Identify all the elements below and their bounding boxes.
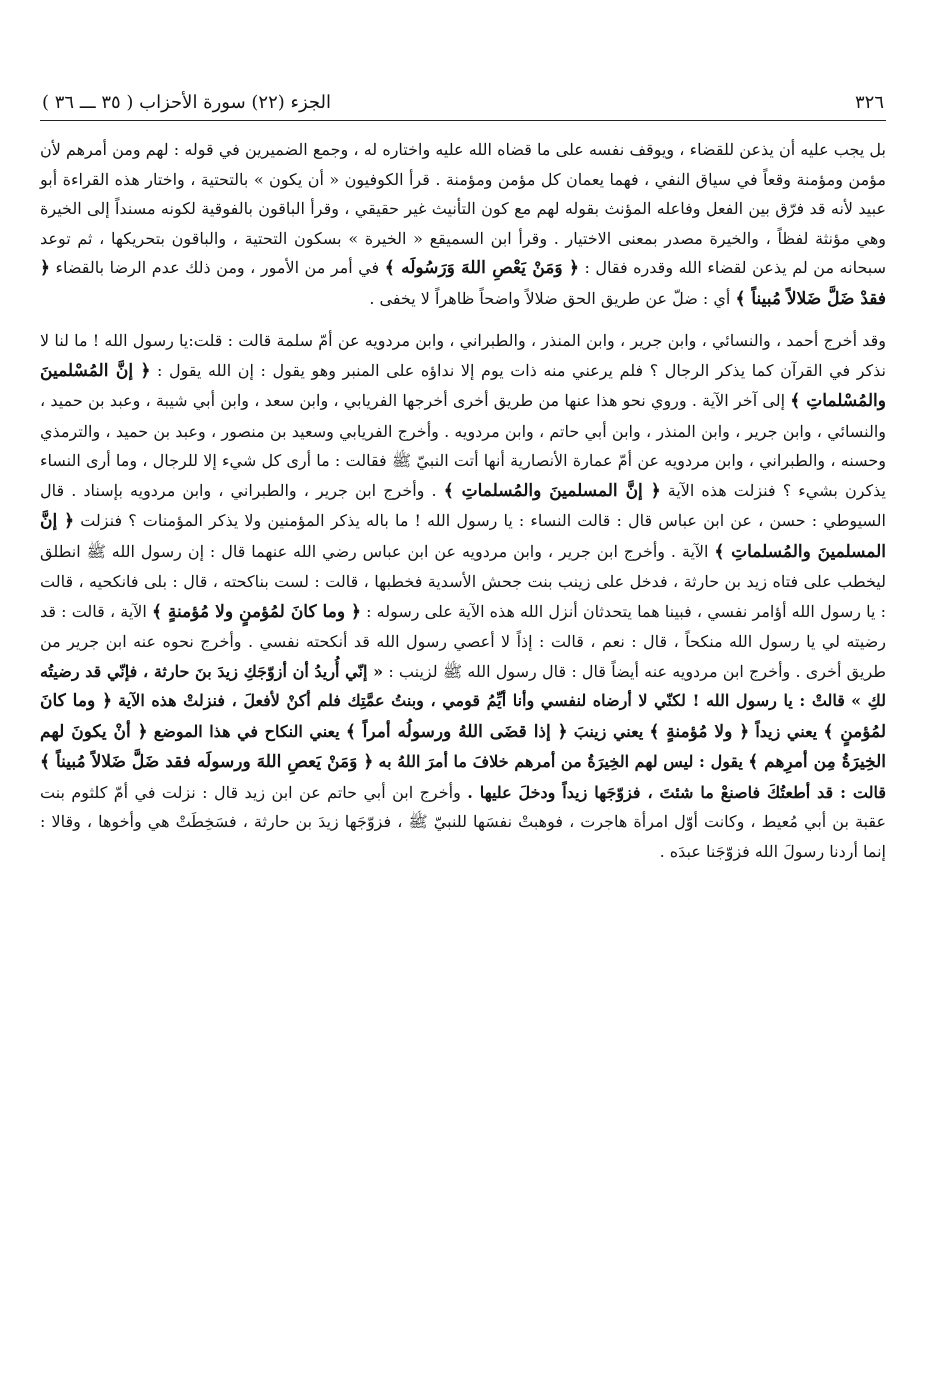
- quran-verse: ﴿ وَمَنْ يَعصِ اللهَ ورسولَه فقد ضَلَّ ضَلالاً مُبيناً ﴾: [40, 752, 374, 772]
- book-page: [40, 84, 886, 866]
- quran-verse: ﴿ ولا مُؤمنةٍ ﴾: [649, 721, 750, 742]
- hadith-quote: « إنّي أُريدُ أن أزوّجَكِ زيدَ بنَ حارثة ، فإنّي قد رضيتُه لكِ »: [40, 661, 886, 710]
- quran-verse: ﴿ إنَّ المسلمينَ والمُسلماتِ ﴾: [40, 511, 887, 562]
- quran-verse: ﴿ إنَّ المُسْلمينَ والمُسْلماتِ ﴾: [40, 360, 886, 411]
- running-title: الجزء (٢٢) سورة الأحزاب ( ٣٥ ـــ ٣٦ ): [42, 91, 332, 113]
- quran-verse: ﴿ وما كانَ لمُؤمنٍ ولا مُؤمنةٍ ﴾: [152, 601, 361, 622]
- quran-verse: ﴿ فقدْ ضَلَّ ضَلالاً مُبيناً ﴾: [40, 258, 886, 309]
- text-segment: الآية . وأخرج ابن جرير ، وابن مردويه عن ابن عباس رضي الله عنهما قال : إن رسول الله ﷺ انطلق ليخطب على فتاه زيد بن حارثة ، فدخل على زينب بنت جحش الأسدية فخطبها ، قالت : لست بناكحته ، قال : بلى فانكحيه ، قالت : يا رسول الله أؤامر نفسي ، فبينا هما يتحدثان أنزل الله هذه الآية على رسوله :: [40, 541, 886, 621]
- text-segment: الآية ، قالت : قد رضيته لي يا رسول الله منكحاً ، قال : نعم ، قالت : إذاً لا أعصي رسول الله قد أنكحته نفسي . وأخرج نحوه عنه ابن جرير من طريق أخرى . وأخرج ابن مردويه عنه أيضاً قال : قال رسول الله ﷺ لزينب :: [40, 601, 887, 681]
- hadith-text: يعني زيداً: [755, 721, 818, 741]
- quran-verse: ﴿ وَمَنْ يَعْصِ اللهَ وَرَسُولَه ﴾: [384, 258, 579, 278]
- hadith-text: يعني النكاح في هذا الموضع: [153, 721, 340, 741]
- page-body: [40, 135, 886, 866]
- hadith-text: يعني زينبَ: [573, 721, 644, 741]
- text-segment: بل يجب عليه أن يذعن للقضاء ، ويوقف نفسه على ما قضاه الله عليه واختاره له ، وجمع الضميرين في قوله : لهم ومن أمرهم لأن مؤمن ومؤمنة وقعاً في سياق النفي ، فهما يعمان كل مؤمن ومؤمنة . قرأ الكوفيون « أن يكون » بالتحتية ، واختار هذه القراءة أبو عبيد لأنه قد فرّق بين الفعل وفاعله المؤنث بقوله لهم مع كون التأنيث غير حقيقي ، وقرأ الباقون بالفوقية لكونه مسنداً إلى الخيرة وهي مؤنثة لفظاً ، والخيرة مصدر بمعنى الاختيار . وقرأ ابن السميقع « الخيرة » بسكون التحتية ، والباقون بتحريكها ، ثم توعد سبحانه من لم يذعن لقضاء الله وقدره فقال :: [40, 140, 887, 277]
- text-segment: وأخرج ابن أبي حاتم عن ابن زيد قال : نزلت في أمّ كلثوم بنت عقبة بن أبي مُعيط ، وكانت أوّل امرأة هاجرت ، فوهبتْ نفسَها للنبيّ ﷺ ، فزوّجَها زيدَ بن حارثة ، فسَخِطَتْ هي وأخوها ، وقالا : إنما أردنا رسولَ الله فزوّجَنا عبدَه .: [40, 782, 886, 861]
- hadith-text: قالتْ : يا رسول الله ! لكنّي لا أرضاه لنفسي وأنا أيِّمُ قومي ، وبنتُ عمَّتِك فلم أكنْ لأفعلَ ، فنزلتْ هذه الآية: [118, 691, 845, 710]
- page-header: [40, 84, 886, 121]
- text-segment: . وأخرج ابن جرير ، والطبراني ، وابن مردويه بإسناد . قال السيوطي : حسن ، عن ابن عباس قال : قالت النساء : يا رسول الله ! ما باله يذكر المؤمنين ولا يذكر المؤمنات ؟ فنزلت: [40, 480, 886, 530]
- quran-verse: ﴿ أنْ يكونَ لهم الخِيرَةُ مِن أمرِهم ﴾: [40, 721, 887, 772]
- paragraph-tafsir: [40, 135, 886, 314]
- text-segment: في أمر من الأمور ، ومن ذلك عدم الرضا بالقضاء: [55, 258, 380, 277]
- text-segment: وقد أخرج أحمد ، والنسائي ، وابن جرير ، وابن المنذر ، والطبراني ، وابن مردويه عن أمّ سلمة قالت : قلت:يا رسول الله ! ما لنا لا نذكر في القرآن كما يذكر الرجال ؟ فلم يرعني منه ذات يوم إلا نداؤه على المنبر وهو يقول : إن الله يقول :: [40, 331, 886, 380]
- hadith-text: قالت : قد أطعتُكَ فاصنعْ ما شئتَ ، فزوّجَها زيداً ودخلَ عليها .: [467, 782, 887, 802]
- text-segment: إلى آخر الآية . وروي نحو هذا عنها من طريق أخرى أخرجها الفريابي ، وابن سعد ، وابن أبي شيبة ، وعبد بن حميد ، والنسائي ، وابن جرير ، وابن المنذر ، وابن أبي حاتم ، وابن مردويه . وأخرج الفريابي وسعيد بن منصور ، وعبد بن حميد ، والترمذي وحسنه ، والطبراني ، وابن مردويه عن أمّ عمارة الأنصارية أنها أتت النبيّ ﷺ فقالت : ما أرى كل شيء إلا للرجال ، وما أرى النساء يذكرن بشيء ؟ فنزلت هذه الآية: [40, 391, 887, 500]
- page-number: ٣٢٦: [854, 91, 884, 113]
- text-segment: أي : ضلّ عن طريق الحق ضلالاً واضحاً ظاهراً لا يخفى .: [369, 288, 731, 308]
- quran-verse: ﴿ إذا قضَى اللهُ ورسولُه أمراً ﴾: [345, 721, 568, 742]
- quran-verse: ﴿ إنَّ المسلمينَ والمُسلماتِ ﴾: [443, 480, 661, 501]
- quran-verse: ﴿ وما كانَ لمُؤمنٍ ﴾: [40, 691, 887, 742]
- paragraph-narrations: [40, 326, 886, 866]
- hadith-text: يقول : ليس لهم الخِيرَةُ من أمرهم خلافَ ما أمرَ اللهُ به: [378, 752, 744, 771]
